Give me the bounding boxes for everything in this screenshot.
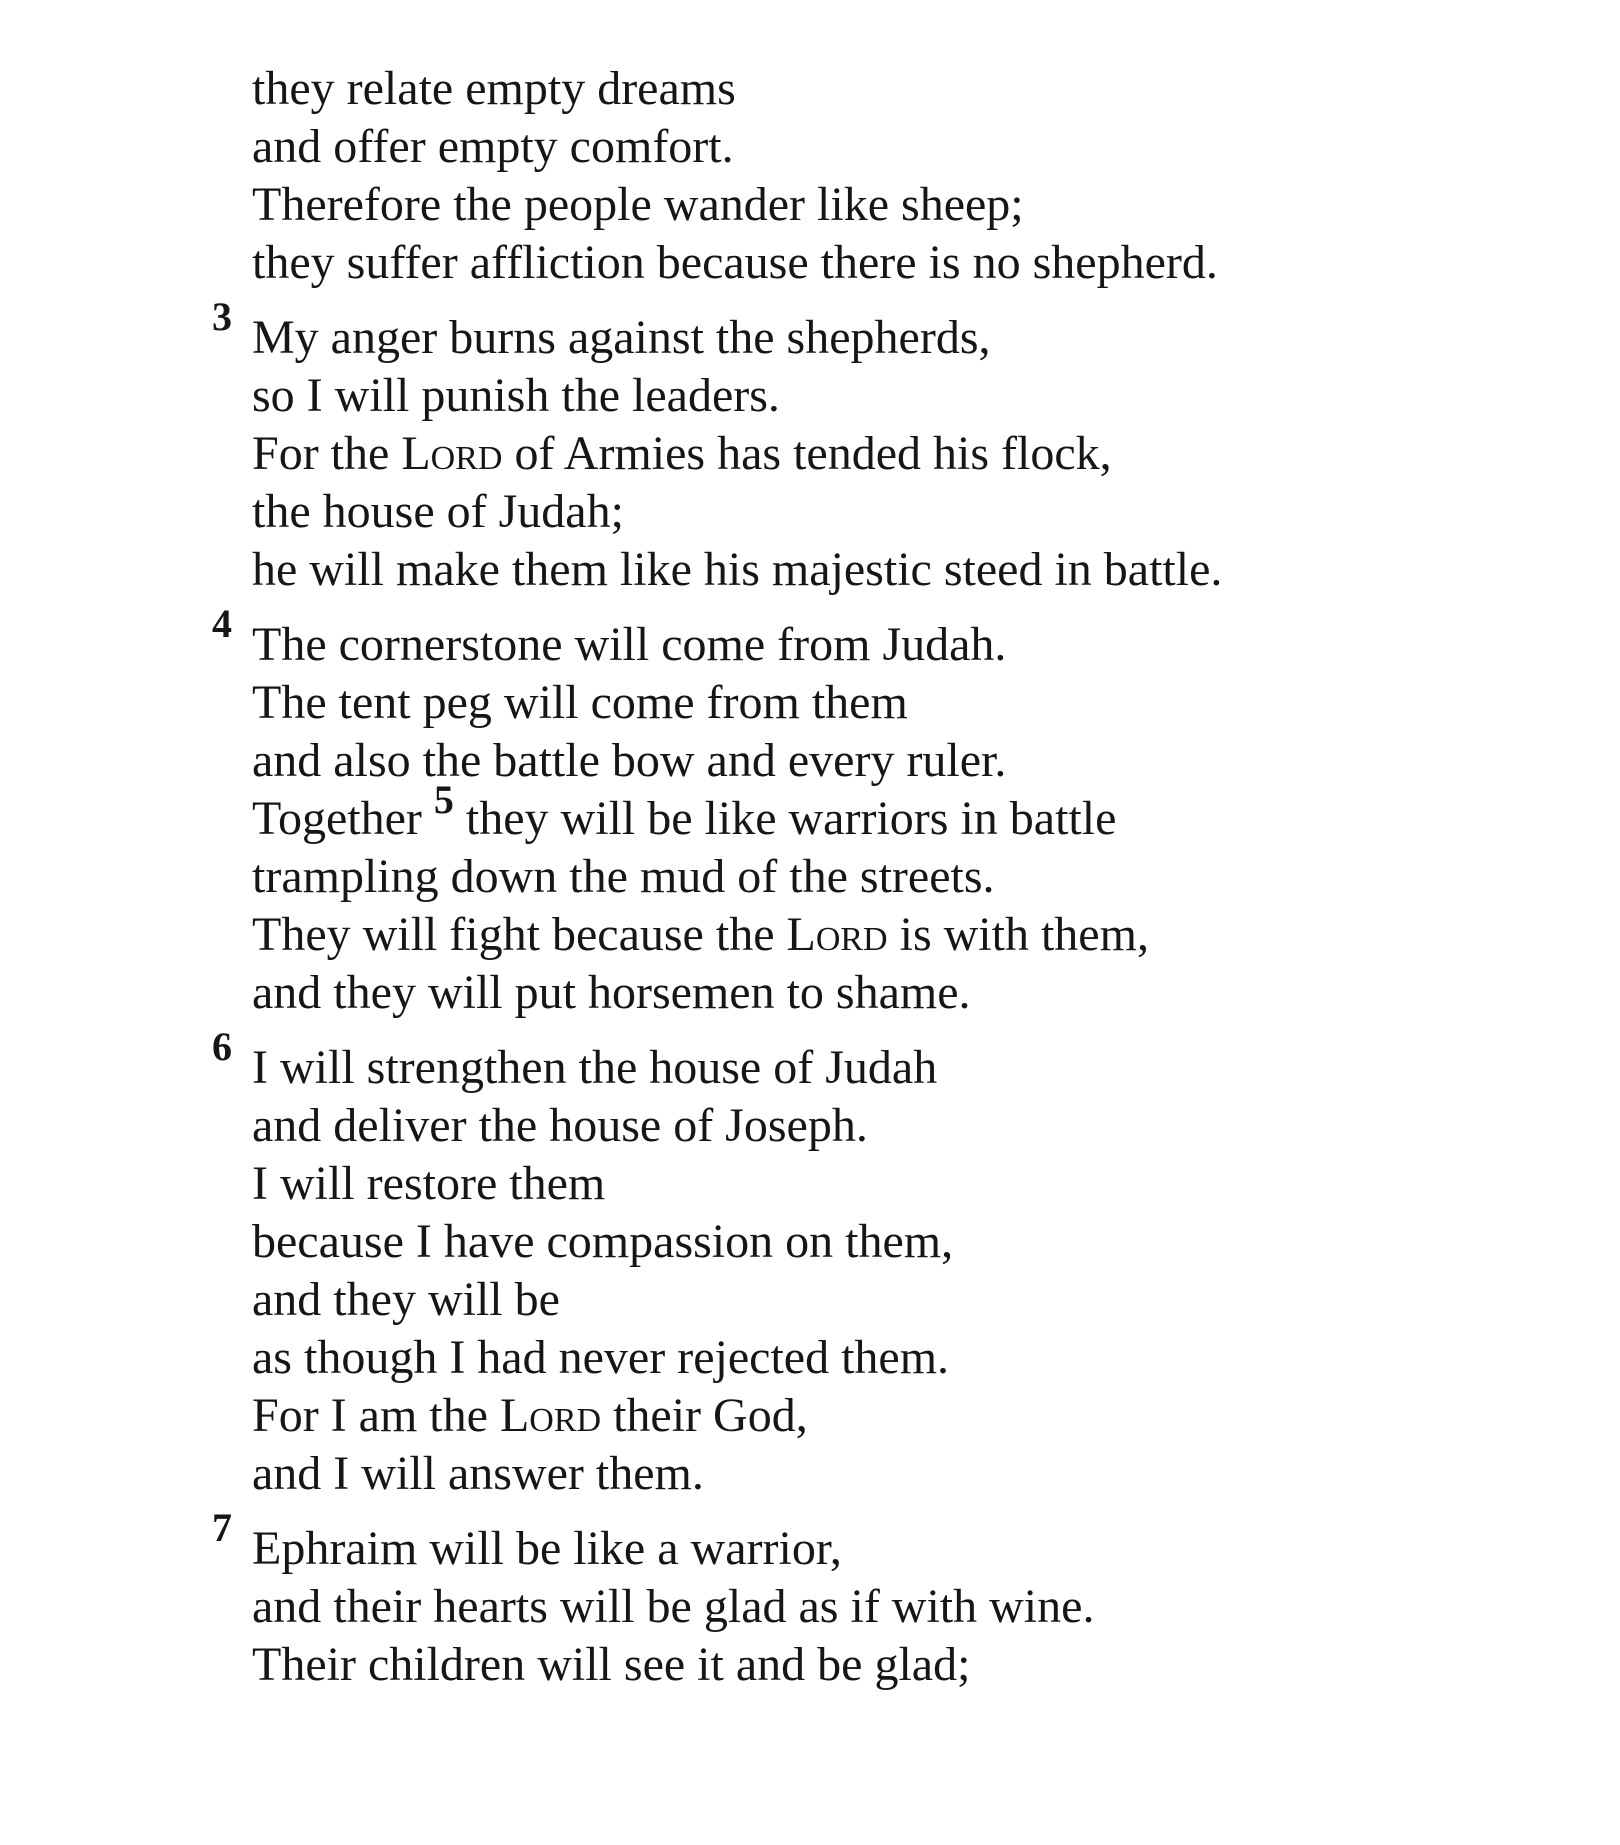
line-text: For I am the (252, 1389, 500, 1442)
poem-line (252, 1387, 1580, 1445)
line-text: and offer empty comfort. (252, 120, 734, 173)
line-text: I will strengthen the house of Judah (252, 1041, 938, 1094)
line-text: and their hearts will be glad as if with wine. (252, 1580, 1095, 1633)
poem-line (252, 1271, 1580, 1329)
line-text: trampling down the mud of the streets. (252, 850, 995, 903)
poem-line (252, 1445, 1580, 1503)
poem-line (252, 777, 1580, 848)
divine-name-smallcaps: Lord (401, 427, 503, 480)
line-text: and I will answer them. (252, 1447, 704, 1500)
verse-number: 3 (212, 294, 232, 339)
line-text: their God, (601, 1389, 808, 1442)
line-text: Their children will see it and be glad; (252, 1638, 971, 1691)
poem-line (252, 367, 1580, 425)
line-text: I will restore them (252, 1157, 606, 1210)
line-text: of Armies has tended his flock, (502, 427, 1112, 480)
line-text: they relate empty dreams (252, 62, 736, 115)
poem-line (252, 176, 1580, 234)
divine-name-smallcaps: Lord (786, 908, 888, 961)
poem-line (212, 1024, 1580, 1097)
line-text: The tent peg will come from them (252, 676, 908, 729)
poem-line (252, 1578, 1580, 1636)
poem-line (252, 964, 1580, 1022)
line-text: the house of Judah; (252, 485, 624, 538)
line-text: so I will punish the leaders. (252, 369, 780, 422)
poem-line (252, 234, 1580, 292)
poem-line (252, 906, 1580, 964)
poem-line (252, 1213, 1580, 1271)
poem-line (252, 848, 1580, 906)
line-text: as though I had never rejected them. (252, 1331, 950, 1384)
line-text: For the (252, 427, 402, 480)
verse-number: 7 (212, 1505, 232, 1550)
line-text: My anger burns against the shepherds, (252, 311, 991, 364)
line-text: because I have compassion on them, (252, 1215, 954, 1268)
poem-line (252, 1636, 1580, 1694)
line-text: he will make them like his majestic steed in battle. (252, 543, 1223, 596)
poem-line (212, 294, 1580, 367)
line-text: and deliver the house of Joseph. (252, 1099, 868, 1152)
line-text: they suffer affliction because there is no shepherd. (252, 236, 1218, 289)
verse-number: 4 (212, 601, 232, 646)
poem-line (252, 1329, 1580, 1387)
poem-line (252, 674, 1580, 732)
line-text: they will be like warriors in battle (453, 792, 1117, 845)
divine-name-smallcaps: Lord (499, 1389, 602, 1442)
poem-line (252, 60, 1580, 118)
line-text: and they will be (252, 1273, 560, 1326)
line-text: and they will put horsemen to shame. (252, 966, 971, 1019)
line-text: Together (252, 792, 434, 845)
verse-number-inline: 5 (433, 777, 454, 822)
poem-line (252, 1155, 1580, 1213)
verse-number: 6 (212, 1024, 232, 1069)
line-text: The cornerstone will come from Judah. (252, 618, 1007, 671)
line-text: They will fight because the (252, 908, 787, 961)
line-text: and also the battle bow and every ruler. (252, 734, 1007, 787)
poem-line (252, 483, 1580, 541)
poem-line (212, 1505, 1580, 1578)
poem-line (252, 425, 1580, 483)
poem-line (252, 541, 1580, 599)
line-text: is with them, (887, 908, 1149, 961)
poem-line (252, 1097, 1580, 1155)
poem-line (252, 118, 1580, 176)
line-text: Therefore the people wander like sheep; (252, 178, 1024, 231)
line-text: Ephraim will be like a warrior, (252, 1522, 842, 1575)
poem-line (212, 601, 1580, 674)
